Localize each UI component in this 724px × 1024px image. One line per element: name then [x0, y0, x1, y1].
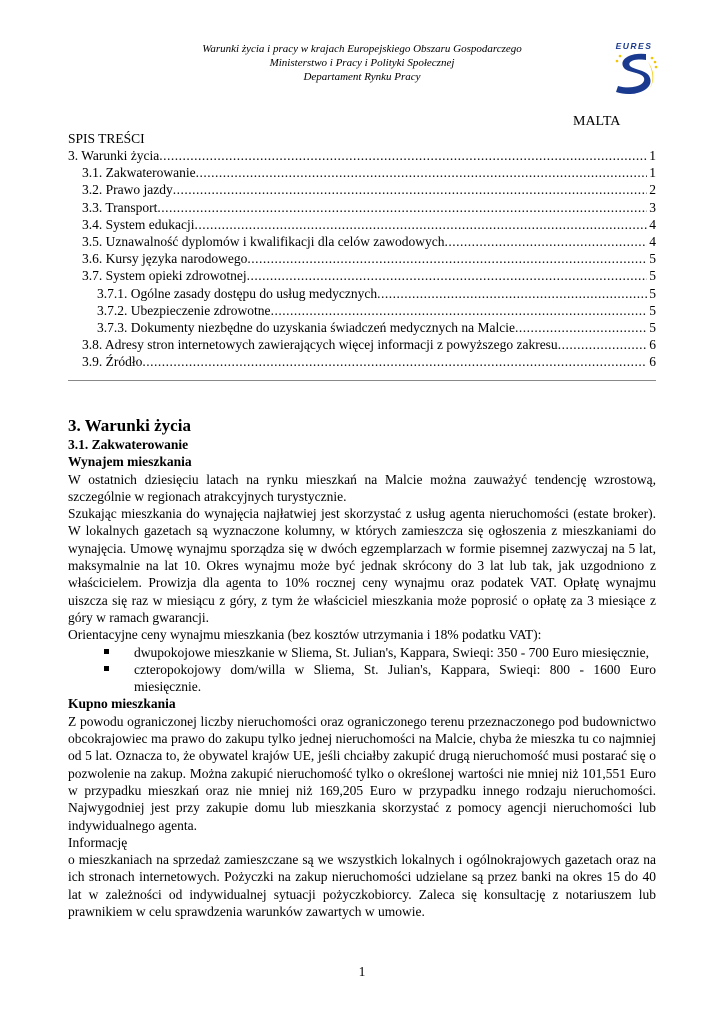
table-of-contents	[68, 130, 656, 370]
toc-entry[interactable]: 3.1. Zakwaterowanie ..... 1	[68, 164, 656, 181]
main-content	[68, 416, 656, 920]
buy-heading: Kupno mieszkania	[68, 696, 176, 712]
eures-logo-text: EURES	[615, 41, 653, 51]
header-line-2: Ministerstwo i Pracy i Polityki Społecznej	[269, 57, 455, 69]
toc-title: SPIS TREŚCI	[68, 131, 145, 146]
toc-entry[interactable]: 3.8. Adresy stron internetowych zawierających więcej informacji z powyższego zakresu ..... 6	[68, 336, 656, 353]
paragraph: Orientacyjne ceny wynajmu mieszkania (bez kosztów utrzymania i 18% podatku VAT):	[68, 627, 542, 643]
toc-entry[interactable]: 3.7. System opieki zdrowotnej ..... 5	[68, 267, 656, 284]
list-item: czteropokojowy dom/willa w Sliema, St. Julian's, Kappara, Swieqi: 800 - 1600 Euro miesięcznie.	[68, 661, 656, 696]
toc-entry[interactable]: 3.7.2. Ubezpieczenie zdrowotne ..... 5	[68, 302, 656, 319]
price-list	[68, 644, 656, 696]
toc-entry[interactable]: 3. Warunki życia ..... 1	[68, 147, 656, 164]
eures-s-shape	[616, 54, 651, 94]
toc-entry[interactable]: 3.3. Transport ..... 3	[68, 199, 656, 216]
country-label: MALTA	[573, 114, 621, 129]
toc-entry[interactable]: 3.5. Uznawalność dyplomów i kwalifikacji dla celów zawodowych ..... 4	[68, 233, 656, 250]
paragraph: Z powodu ograniczonej liczby nieruchomości oraz ograniczonego terenu przeznaczonego pod budownictwo obcokrajowiec ma prawo do zakupu tylko jednej nieruchomości na Malcie, chyba że mieszka tu co najmniej od 5 lat. Oznacza to, że obywatel krajów UE, jeśli chciałby zakupić drugą nieruchomość musi postarać się o pozwolenie na zakup. Można zakupić nieruchomość tylko o określonej wartości nie mniej niż 101,551 Euro w przypadku mieszkań oraz nie mniej niż 169,205 Euro w przypadku innego rodzaju nieruchomości. Najwygodniej jest przy zakupie domu lub mieszkania skorzystać z pomocy agencji nieruchomości lub indywidualnego agenta.	[68, 713, 656, 833]
bullet-icon	[104, 666, 109, 671]
page-number: 1	[358, 964, 366, 979]
section-heading: 3. Warunki życia	[68, 416, 191, 435]
header-line-3: Departament Rynku Pracy	[303, 71, 421, 83]
eures-logo-graphic	[608, 40, 660, 96]
toc-entry[interactable]: 3.6. Kursy języka narodowego ..... 5	[68, 250, 656, 267]
toc-entry[interactable]: 3.9. Źródło ..... 6	[68, 353, 656, 370]
bullet-icon	[104, 649, 109, 654]
list-item: dwupokojowe mieszkanie w Sliema, St. Julian's, Kappara, Swieqi: 350 - 700 Euro miesięcznie,	[68, 644, 656, 661]
paragraph: Szukając mieszkania do wynajęcia najłatwiej jest skorzystać z usług agenta nieruchomości (estate broker). W lokalnych gazetach są wyznaczone kolumny, w których zamieszcza się ogłoszenia z mieszkaniami do wynajęcia. Umowę wynajmu sporządza się w dwóch egzemplarzach w formie pisemnej zazwyczaj na 5 lat, maksymalnie na lat 10. Okres wynajmu może być jednak skrócony do 3 lat lub tak, jak uzgodniono z właścicielem. Prowizja dla agenta to 10% rocznej ceny wynajmu oraz podatek VAT. Opłatę wynajmu uiszcza się raz w miesiącu z góry, z tym że właściciel mieszkania może poprosić o opłatę za 3 miesiące z góry w ramach gwarancji.	[68, 506, 656, 625]
toc-entry[interactable]: 3.7.1. Ogólne zasady dostępu do usług medycznych ..... 5	[68, 285, 656, 302]
subsection-heading: 3.1. Zakwaterowanie	[68, 437, 189, 452]
header-line-1: Warunki życia i pracy w krajach Europejskiego Obszaru Gospodarczego	[202, 43, 522, 55]
paragraph: W ostatnich dziesięciu latach na rynku mieszkań na Malcie można zauważyć tendencję wzrostową, szczególnie w regionach atrakcyjnych turystycznie.	[68, 471, 656, 504]
paragraph: Informację	[68, 834, 128, 850]
toc-entry[interactable]: 3.4. System edukacji ..... 4	[68, 216, 656, 233]
paragraph: o mieszkaniach na sprzedaż zamieszczane są we wszystkich lokalnych i ogólnokrajowych gazetach oraz na ich stronach internetowych. Pożyczki na zakup nieruchomości udzielane są przez banki na okres 15 do 40 lat w zależności od indywidualnej sytuacji pożyczkobiorcy. Zaleca się konsultację z notariuszem lub prawnikiem w celu sprawdzenia warunków zawartych w umowie.	[68, 852, 656, 920]
eures-logo	[608, 40, 660, 96]
toc-entry[interactable]: 3.2. Prawo jazdy ..... 2	[68, 181, 656, 198]
toc-entry[interactable]: 3.7.3. Dokumenty niezbędne do uzyskania świadczeń medycznych na Malcie ..... 5	[68, 319, 656, 336]
rent-heading: Wynajem mieszkania	[68, 454, 192, 470]
toc-divider	[68, 380, 656, 381]
